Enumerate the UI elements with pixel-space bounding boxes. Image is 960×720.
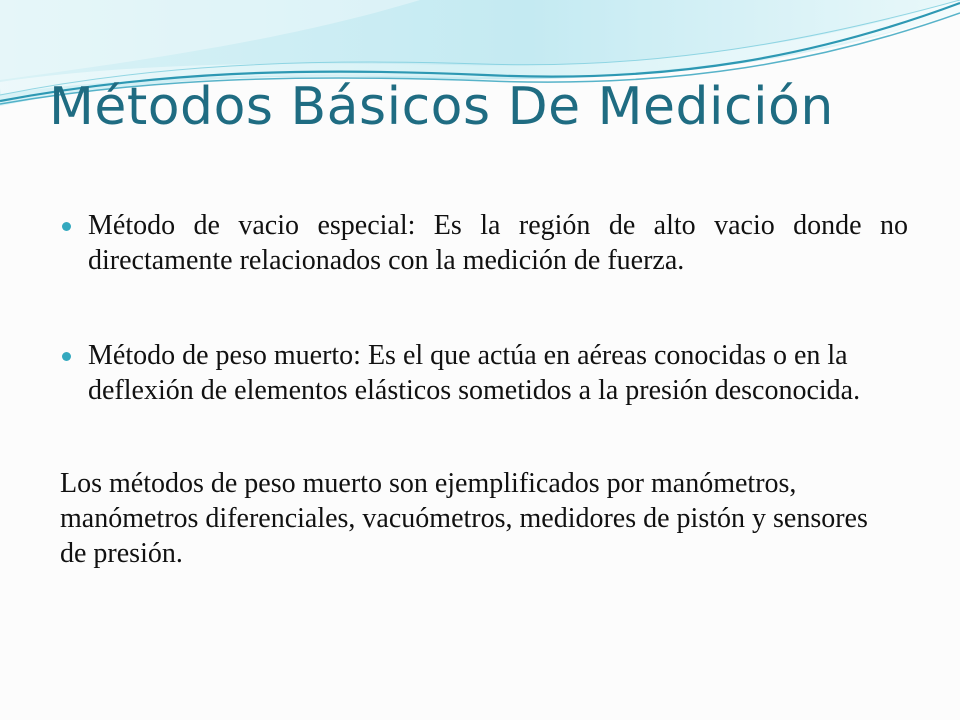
bullet-item-dead-weight-method [60,338,908,408]
bullet-dot-icon [62,352,71,361]
bullet-item-vacuum-method [60,208,908,278]
bullet-text: Método de vacio especial: Es la región de alto vacio donde no directamente relacionados con la medición de fuerza. [88,210,908,276]
slide-title: Métodos Básicos De Medición [49,77,834,137]
slide-content [60,208,908,599]
closing-paragraph: Los métodos de peso muerto son ejemplificados por manómetros, manómetros diferenciales, vacuómetros, medidores de pistón y sensores de presión. [60,468,868,569]
bullet-text: Método de peso muerto: Es el que actúa en aéreas conocidas o en la deflexión de elementos elásticos sometidos a la presión desconocida. [88,340,861,406]
bullet-dot-icon [62,222,71,231]
